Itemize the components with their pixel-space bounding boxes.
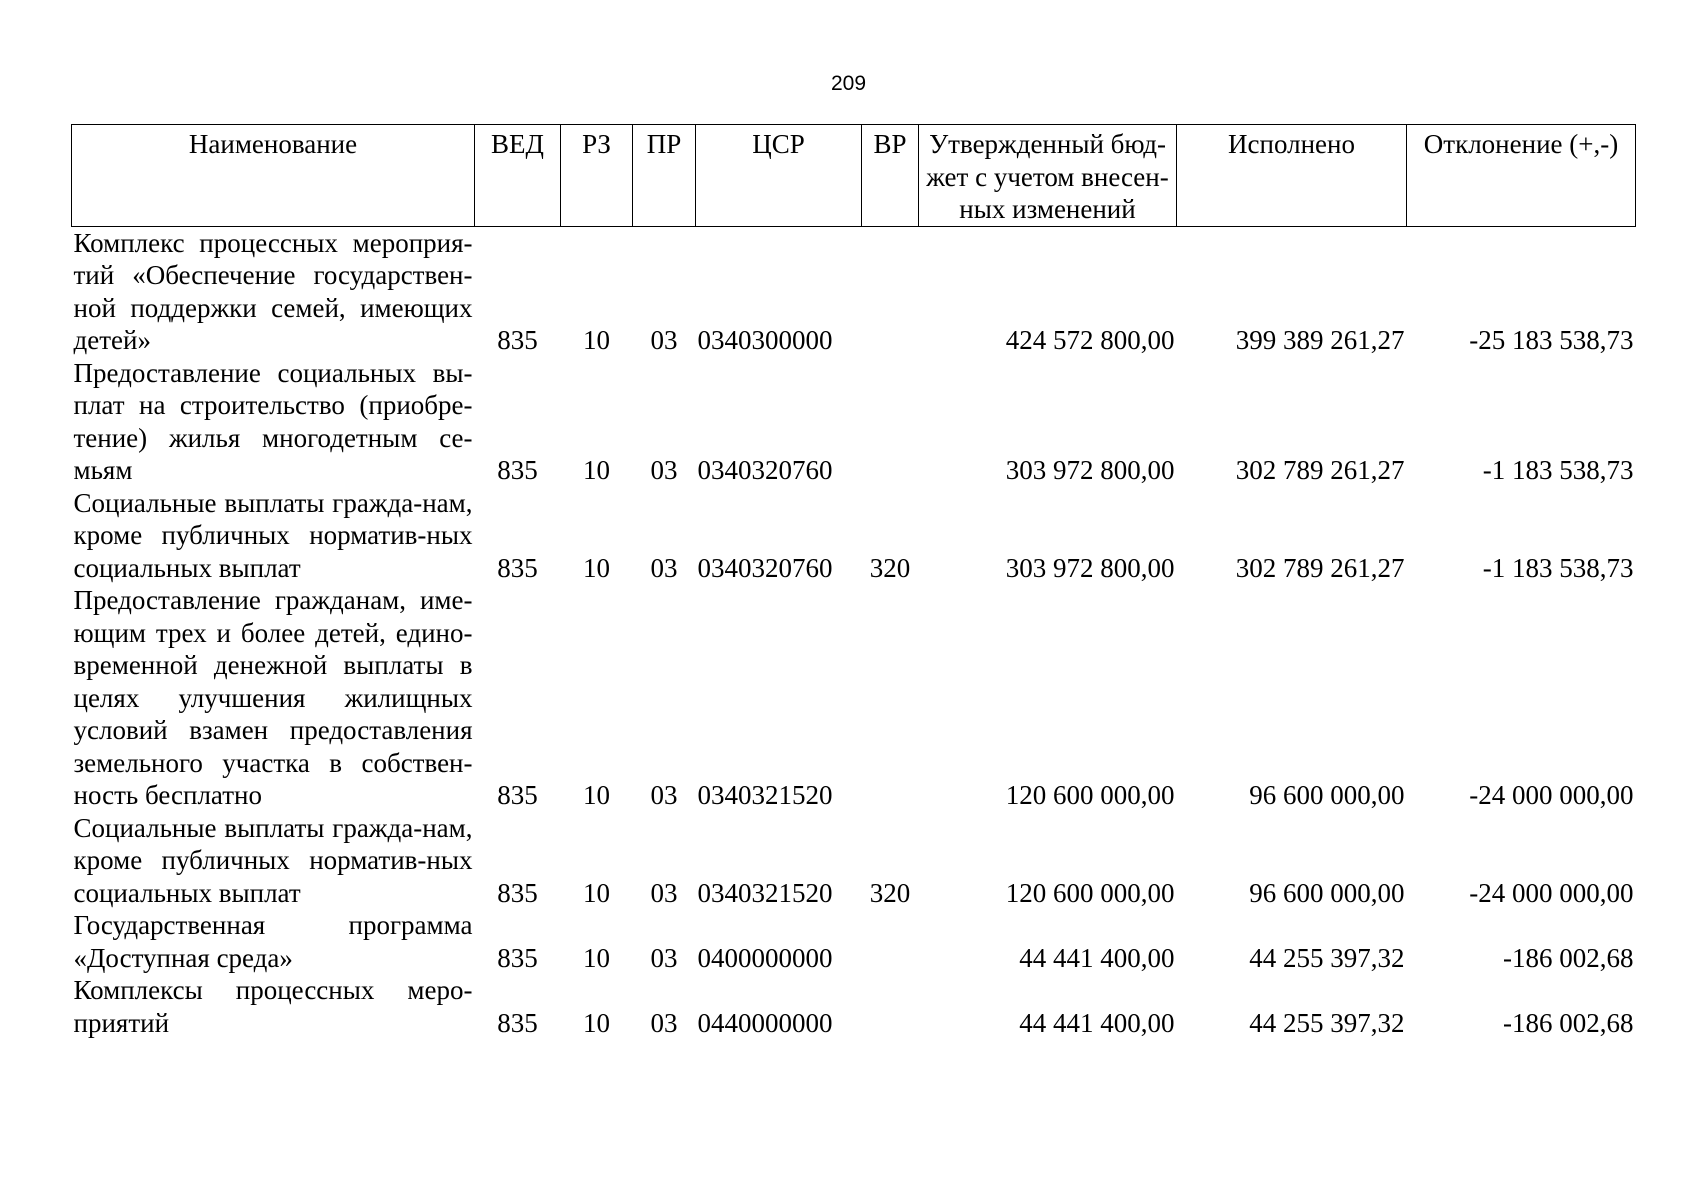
cell-executed: 302 789 261,27 xyxy=(1235,455,1405,485)
budget-table xyxy=(71,124,1636,1039)
cell-deviation: -24 000 000,00 xyxy=(1469,877,1634,908)
cell-ved: 835 xyxy=(497,1007,538,1038)
header-csr: ЦСР xyxy=(696,125,862,227)
cell-executed: 44 255 397,32 xyxy=(1249,942,1405,973)
header-approved: Утвержденный бюд-жет с учетом внесен-ных изменений xyxy=(919,125,1177,227)
cell-pr: 03 xyxy=(650,1007,678,1038)
cell-pr: 03 xyxy=(650,780,678,810)
cell-vr: 320 xyxy=(869,552,911,583)
cell-csr: 0340321520 xyxy=(697,877,833,908)
header-pr: ПР xyxy=(633,125,696,227)
cell-executed: 399 389 261,27 xyxy=(1235,325,1405,355)
cell-vr xyxy=(862,909,919,974)
cell-pr: 03 xyxy=(650,455,678,485)
cell-executed: 96 600 000,00 xyxy=(1249,780,1405,810)
cell-csr: 0340321520 xyxy=(697,780,833,810)
cell-rz: 10 xyxy=(583,552,610,583)
cell-deviation: -186 002,68 xyxy=(1503,942,1634,973)
cell-vr xyxy=(862,226,919,357)
cell-pr: 03 xyxy=(650,942,678,973)
cell-executed: 302 789 261,27 xyxy=(1235,552,1405,583)
cell-vr xyxy=(862,357,919,487)
cell-name: Социальные выплаты гражда-нам, кроме публичных норматив-ных социальных выплат xyxy=(73,812,473,908)
table-row xyxy=(72,909,1636,974)
cell-approved: 120 600 000,00 xyxy=(1005,877,1175,908)
cell-executed: 44 255 397,32 xyxy=(1249,1007,1405,1038)
cell-vr xyxy=(862,584,919,812)
cell-csr: 0440000000 xyxy=(697,1007,833,1038)
cell-approved: 424 572 800,00 xyxy=(1005,325,1175,355)
cell-rz: 10 xyxy=(583,1007,610,1038)
cell-deviation: -1 183 538,73 xyxy=(1482,552,1634,583)
cell-rz: 10 xyxy=(583,877,610,908)
table-row xyxy=(72,226,1636,357)
table-row xyxy=(72,584,1636,812)
cell-executed: 96 600 000,00 xyxy=(1249,877,1405,908)
cell-name: Комплексы процессных меро-приятий xyxy=(73,975,473,1038)
cell-approved: 303 972 800,00 xyxy=(1005,455,1175,485)
cell-csr: 0340300000 xyxy=(697,325,833,355)
cell-vr: 320 xyxy=(869,877,911,908)
table-body xyxy=(72,226,1636,1039)
cell-rz: 10 xyxy=(583,780,610,810)
cell-deviation: -186 002,68 xyxy=(1503,1007,1634,1038)
header-vr: ВР xyxy=(862,125,919,227)
page-number: 209 xyxy=(830,72,867,95)
cell-deviation: -25 183 538,73 xyxy=(1469,325,1634,355)
table-row xyxy=(72,487,1636,585)
cell-approved: 44 441 400,00 xyxy=(1019,1007,1175,1038)
cell-deviation: -24 000 000,00 xyxy=(1469,780,1634,810)
page-bottom-margin xyxy=(0,1060,1697,1200)
table-row xyxy=(72,974,1636,1039)
header-ved: ВЕД xyxy=(475,125,561,227)
cell-pr: 03 xyxy=(650,552,678,583)
table-row xyxy=(72,357,1636,487)
cell-ved: 835 xyxy=(497,780,538,810)
cell-ved: 835 xyxy=(497,552,538,583)
cell-pr: 03 xyxy=(650,877,678,908)
cell-csr: 0340320760 xyxy=(697,552,833,583)
header-row xyxy=(72,125,1636,227)
cell-ved: 835 xyxy=(497,877,538,908)
cell-name: Предоставление социальных вы-плат на строительство (приобре-тение) жилья многодетным се-мьям xyxy=(73,357,473,485)
cell-name: Государственная программа «Доступная среда» xyxy=(73,910,473,973)
cell-ved: 835 xyxy=(497,325,538,355)
header-rz: РЗ xyxy=(561,125,633,227)
header-deviation: Отклонение (+,-) xyxy=(1407,125,1636,227)
cell-rz: 10 xyxy=(583,325,610,355)
cell-name: Комплекс процессных мероприя-тий «Обеспечение государствен-ной поддержки семей, имеющих детей» xyxy=(73,227,473,355)
table-header xyxy=(72,125,1636,227)
cell-rz: 10 xyxy=(583,455,610,485)
cell-vr xyxy=(862,974,919,1039)
header-executed: Исполнено xyxy=(1177,125,1407,227)
cell-csr: 0340320760 xyxy=(697,455,833,485)
cell-ved: 835 xyxy=(497,942,538,973)
cell-pr: 03 xyxy=(650,325,678,355)
cell-approved: 120 600 000,00 xyxy=(1005,780,1175,810)
cell-csr: 0400000000 xyxy=(697,942,833,973)
cell-name: Предоставление гражданам, име-ющим трех и более детей, едино-временной денежной выплаты в целях улучшения жилищных условий взамен предоставления земельного участка в собствен-ность бесплатно xyxy=(73,585,473,810)
cell-deviation: -1 183 538,73 xyxy=(1482,455,1634,485)
cell-approved: 44 441 400,00 xyxy=(1019,942,1175,973)
cell-approved: 303 972 800,00 xyxy=(1005,552,1175,583)
table-row xyxy=(72,812,1636,910)
header-name: Наименование xyxy=(72,125,475,227)
cell-name: Социальные выплаты гражда-нам, кроме публичных норматив-ных социальных выплат xyxy=(73,487,473,583)
cell-ved: 835 xyxy=(497,455,538,485)
cell-rz: 10 xyxy=(583,942,610,973)
